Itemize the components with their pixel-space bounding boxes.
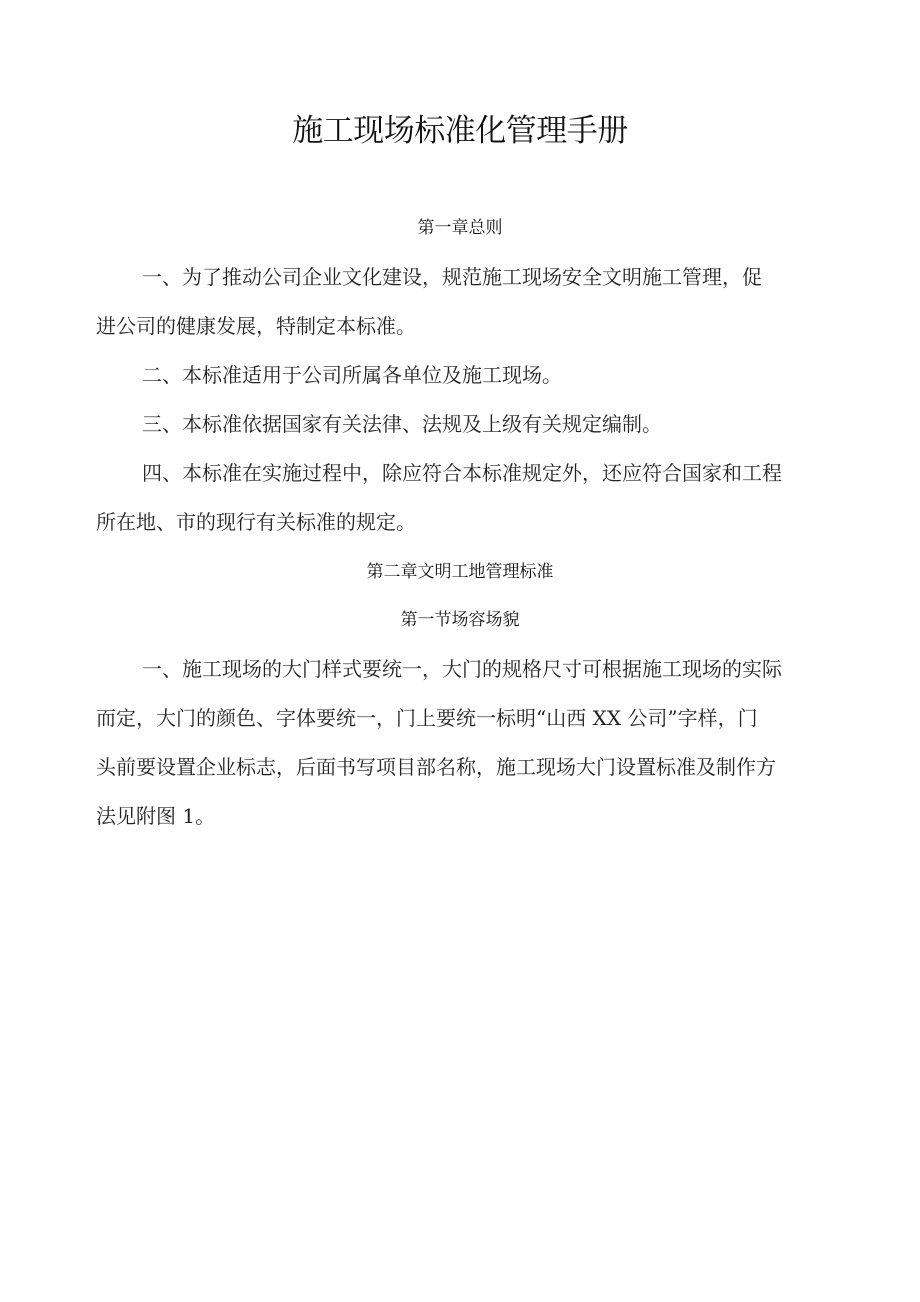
chapter-1-item-1-line-1: 一、为了推动公司企业文化建设，规范施工现场安全文明施工管理，促	[142, 265, 762, 289]
section-1-item-1-line-4: 法见附图 1。	[96, 804, 216, 828]
chapter-1-item-2	[96, 351, 828, 400]
chapter-1-item-4-line-1: 四、本标准在实施过程中，除应符合本标准规定外，还应符合国家和工程	[142, 461, 782, 485]
chapter-2-heading: 第二章文明工地管理标准	[366, 562, 554, 582]
section-1-item-1	[96, 645, 828, 841]
chapter-1-item-1-line-2: 进公司的健康发展，特制定本标准。	[96, 314, 416, 338]
document-title: 施工现场标准化管理手册	[292, 113, 628, 149]
chapter-1-item-3	[96, 400, 828, 449]
section-1-item-1-line-1: 一、施工现场的大门样式要统一，大门的规格尺寸可根据施工现场的实际	[142, 657, 782, 681]
chapter-1-item-1	[96, 253, 828, 351]
section-1-item-1-line-2: 而定，大门的颜色、字体要统一，门上要统一标明“山西 XX 公司”字样，门	[96, 706, 758, 730]
chapter-1-item-3-line-1: 三、本标准依据国家有关法律、法规及上级有关规定编制。	[142, 412, 662, 436]
section-1-heading: 第一节场容场貌	[400, 610, 520, 630]
chapter-1-heading: 第一章总则	[417, 218, 503, 238]
chapter-1-item-4-line-2: 所在地、市的现行有关标准的规定。	[96, 510, 416, 534]
chapter-1-item-4	[96, 449, 828, 547]
chapter-1-item-2-line-1: 二、本标准适用于公司所属各单位及施工现场。	[142, 363, 562, 387]
section-1-item-1-line-3: 头前要设置企业标志，后面书写项目部名称，施工现场大门设置标准及制作方	[96, 755, 776, 779]
